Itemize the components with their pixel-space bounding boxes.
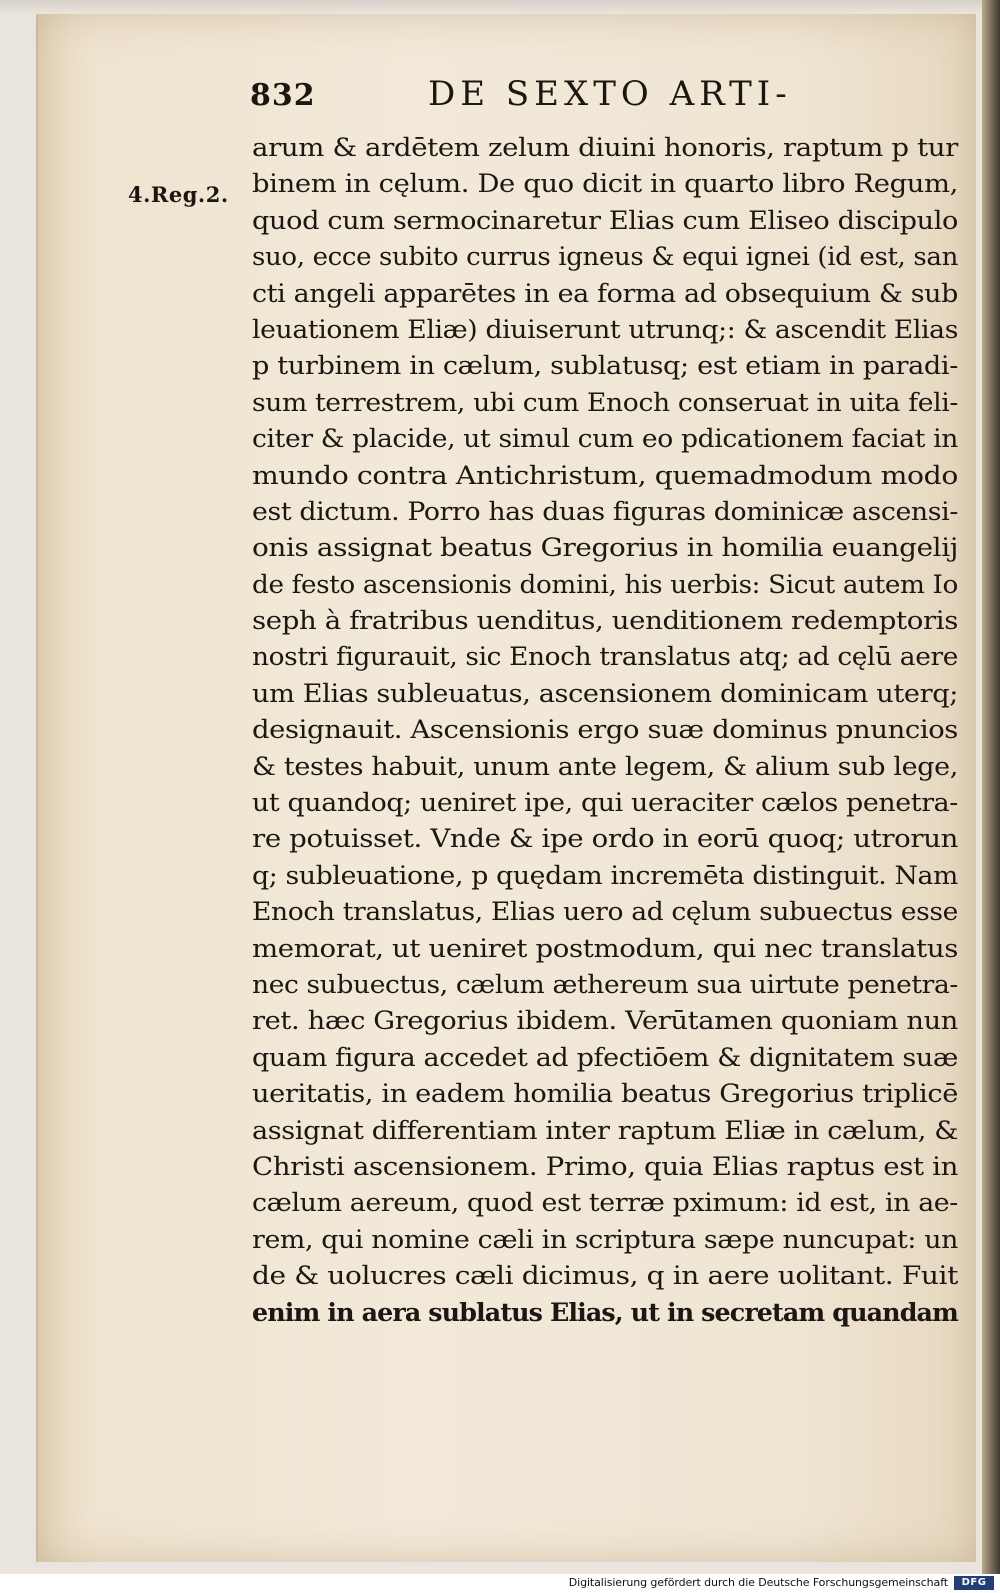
text-line: est dictum. Porro has duas figuras dominicæ ascensi- — [252, 496, 958, 527]
text-line: de festo ascensionis domini, his uerbis: Sicut autem Io — [252, 569, 958, 600]
text-line: de & uolucres cæli dicimus, q in aere uolitant. Fuit — [252, 1261, 958, 1292]
text-line: quod cum sermocinaretur Elias cum Eliseo discipulo — [252, 205, 958, 236]
running-head — [0, 74, 1000, 120]
page-number: 832 — [250, 78, 316, 113]
text-line: quam figura accedet ad pfectiōem & dignitatem suæ — [252, 1042, 959, 1073]
text-line: binem in cęlum. De quo dicit in quarto libro Regum, — [252, 169, 958, 200]
text-line: Enoch translatus, Elias uero ad cęlum subuectus esse — [252, 897, 958, 928]
text-line: & testes habuit, unum ante legem, & alium sub lege, — [252, 751, 958, 782]
text-line: assignat differentiam inter raptum Eliæ in cælum, & — [252, 1115, 958, 1146]
marginal-reference-note: 4.Reg.2. — [128, 182, 229, 207]
text-line: mundo contra Antichristum, quemadmodum modo — [252, 460, 958, 491]
text-line: um Elias subleuatus, ascensionem dominicam uterq; — [252, 678, 958, 709]
text-line: arum & ardētem zelum diuini honoris, raptum p tur — [252, 133, 958, 163]
text-line: cti angeli apparētes in ea forma ad obsequium & sub — [252, 278, 958, 309]
text-line: nec subuectus, cælum æthereum sua uirtute penetra- — [252, 969, 959, 1000]
text-line: leuationem Eliæ) diuiserunt utrunq;: & ascendit Elias — [252, 314, 958, 345]
body-text-block — [252, 130, 962, 1331]
book-gutter-edge — [982, 0, 1000, 1574]
text-line: nostri figurauit, sic Enoch translatus atq; ad cęlū aere — [252, 642, 958, 673]
text-line: memorat, ut ueniret postmodum, qui nec translatus — [252, 933, 958, 964]
text-line: cælum aereum, quod est terræ pximum: id est, in ae- — [252, 1188, 958, 1219]
text-line: Christi ascensionem. Primo, quia Elias raptus est in — [252, 1151, 958, 1182]
text-line: citer & placide, ut simul cum eo pdicationem faciat in — [252, 424, 958, 455]
text-line: designauit. Ascensionis ergo suæ dominus pnuncios — [252, 715, 958, 746]
dfg-logo: DFG — [954, 1576, 994, 1590]
text-line: ueritatis, in eadem homilia beatus Gregorius triplicē — [252, 1079, 958, 1110]
funding-note: Digitalisierung gefördert durch die Deutsche Forschungsgemeinschaft — [568, 1576, 948, 1589]
text-line: re potuisset. Vnde & ipe ordo in eorū quoq; utrorun — [252, 824, 958, 855]
text-line: ret. hæc Gregorius ibidem. Verūtamen quoniam nun — [252, 1006, 958, 1037]
text-line: onis assignat beatus Gregorius in homilia euangelij — [252, 533, 958, 564]
text-line: q; subleuatione, p quędam incremēta distinguit. Nam — [252, 860, 958, 891]
text-line: ut quandoq; ueniret ipe, qui ueraciter cælos penetra- — [252, 788, 959, 819]
text-line: p turbinem in cælum, sublatusq; est etiam in paradi- — [252, 351, 958, 382]
text-line: seph à fratribus uenditus, uenditionem redemptoris — [252, 606, 958, 637]
text-line: suo, ecce subito currus igneus & equi ignei (id est, san — [252, 242, 958, 273]
footer-bar — [0, 1574, 1000, 1593]
text-line: enim in aera sublatus Elias, ut in secretam quandam — [252, 1297, 958, 1328]
text-line: sum terrestrem, ubi cum Enoch conseruat in uita feli- — [252, 387, 958, 418]
text-line: rem, qui nomine cæli in scriptura sæpe nuncupat: un — [252, 1224, 959, 1255]
running-title: DE SEXTO ARTI- — [428, 74, 792, 114]
scan-background-top — [0, 0, 1000, 14]
